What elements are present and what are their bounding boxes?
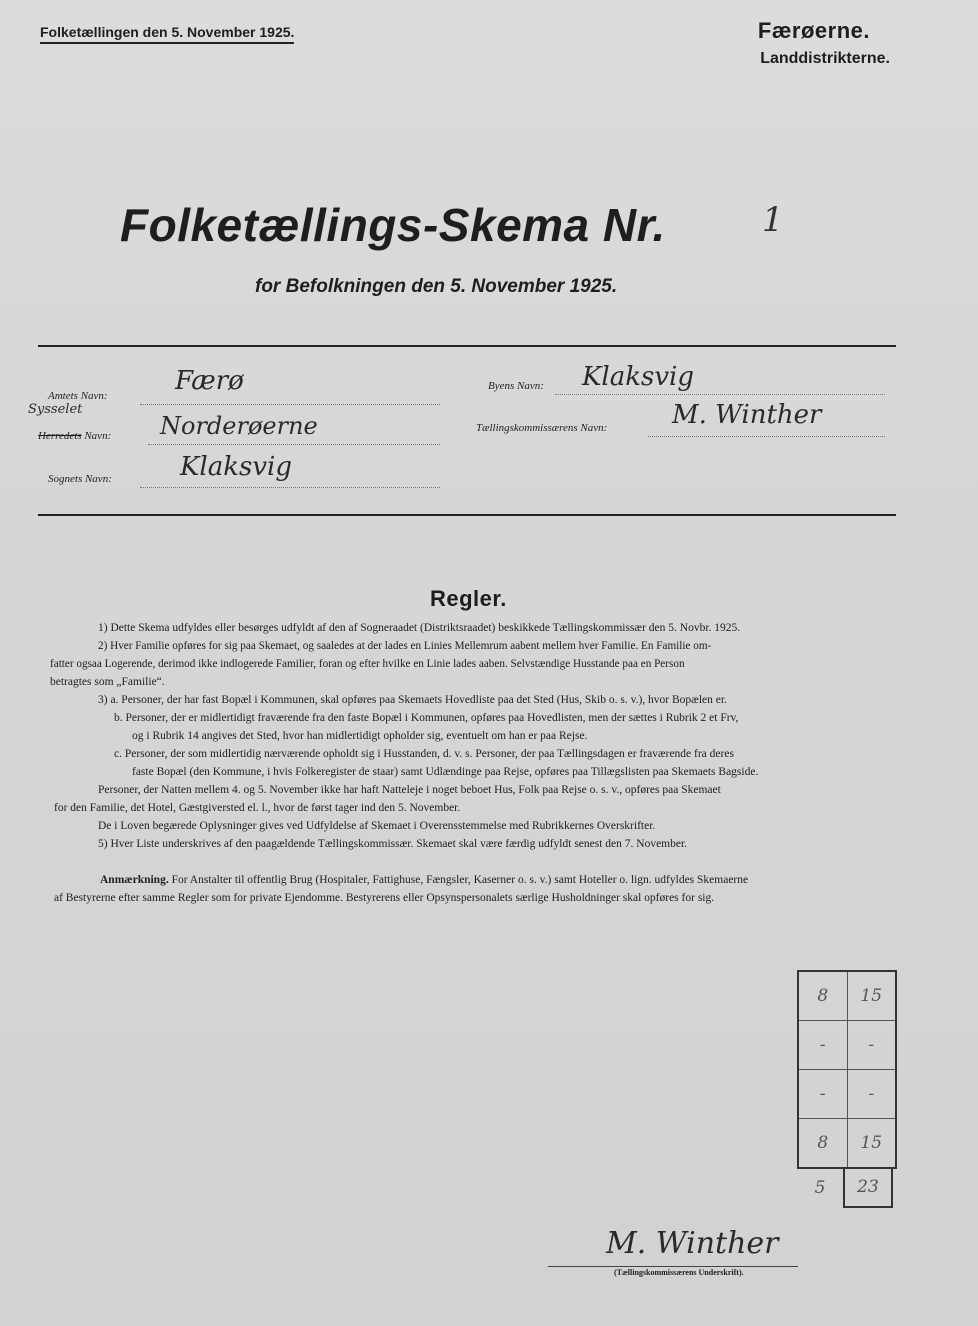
rule-line: 2) Hver Familie opføres for sig paa Skemaet, og saaledes at der lades en Linies Mellemrum aabent mellem hver Familie. En Familie om- — [98, 640, 712, 652]
tally-cell: - — [819, 1084, 826, 1104]
tally-row — [799, 1119, 895, 1167]
bottom-divider — [38, 514, 896, 516]
herred-label — [38, 430, 111, 442]
form-subtitle: for Befolkningen den 5. November 1925. — [255, 276, 618, 297]
tally-cell: - — [847, 1021, 896, 1069]
top-divider — [38, 345, 896, 347]
kommissaer-dots — [648, 436, 885, 437]
form-title: Folketællings-Skema Nr. — [120, 199, 666, 251]
rules-title: Regler. — [430, 586, 507, 611]
tally-total-cell: 23 — [843, 1168, 893, 1208]
signature-line — [548, 1266, 798, 1267]
rule-line: Personer, der Natten mellem 4. og 5. November ikke har haft Natteleje i noget beboet Hus, Folk paa Rejse o. s. v., opføres paa Skemaet — [98, 784, 721, 796]
rule-line: fatter ogsaa Logerende, derimod ikke indlogerede Familier, foran og efter hvilke en Linie lades aaben. Selvstændige Husstande paa en Person — [50, 658, 685, 670]
tally-row — [799, 1070, 895, 1119]
sogn-value: Klaksvig — [180, 452, 292, 482]
amt-label: Amtets Navn: — [48, 390, 108, 402]
by-dots — [555, 394, 885, 395]
tally-cell: 15 — [847, 972, 896, 1020]
signature-caption: (Tællingskommissærens Underskrift). — [614, 1268, 744, 1277]
note-line: af Bestyrerne efter samme Regler som for private Ejendomme. Bestyrerens eller Opsynspersonalets særlige Husholdninger skal opføres for sig. — [54, 892, 715, 904]
by-value: Klaksvig — [582, 362, 694, 392]
rule-line: De i Loven begærede Oplysninger gives ved Udfyldelse af Skemaet i Overensstemmelse med Rubrikkernes Overskrifter. — [98, 820, 656, 832]
tally-cell: 15 — [847, 1119, 896, 1167]
note-text: For Anstalter til offentlig Brug (Hospitaler, Fattighuse, Fængsler, Kaserner o. s. v.) samt Hoteller o. lign. udfyldes Skemaerne — [171, 874, 749, 886]
region-subtitle: Landdistrikterne. — [760, 50, 890, 67]
amt-value: Færø — [175, 366, 244, 396]
rule-line: og i Rubrik 14 angives det Sted, hvor han midlertidigt opholder sig, eventuelt om han er paa Rejse. — [132, 730, 588, 742]
rule-line: 3) a. Personer, der har fast Bopæl i Kommunen, skal opføres paa Skemaets Hovedliste paa det Sted (Hus, Skib o. s. v.), hvor Bopælen er. — [98, 694, 727, 706]
rule-line: b. Personer, der er midlertidigt fraværende fra den faste Bopæl i Kommunen, opføres paa Hovedlisten, men der sættes i Rubrik 2 et Frv, — [114, 712, 739, 724]
herred-value: Norderøerne — [160, 412, 318, 440]
herred-dots — [148, 444, 440, 445]
herred-margin-note: Sysselet — [28, 402, 83, 417]
sogn-label: Sognets Navn: — [48, 473, 112, 485]
census-date-label: Folketællingen den 5. November 1925. — [40, 24, 294, 44]
rule-line: for den Familie, det Hotel, Gæstgiversted el. l., hvor de først tager ind den 5. November. — [54, 802, 461, 814]
rule-line: 5) Hver Liste underskrives af den paagældende Tællingskommissær. Skemaet skal være færdig udfyldt senest den 7. November. — [98, 838, 688, 850]
tally-cell: - — [819, 1035, 826, 1055]
kommissaer-value: M. Winther — [672, 400, 822, 430]
tally-total-cell: 5 — [814, 1178, 826, 1198]
form-number-handwritten: 1 — [762, 200, 784, 240]
herred-struck-word: Herredets — [38, 430, 82, 442]
rule-line: betragtes som „Familie“. — [50, 676, 165, 688]
tally-cell: 8 — [817, 986, 829, 1006]
amt-dots — [140, 404, 440, 405]
tally-total-row — [797, 1168, 893, 1208]
note-line — [100, 874, 748, 886]
tally-box — [797, 970, 897, 1169]
herred-label-text: Navn: — [84, 430, 112, 442]
by-label: Byens Navn: — [488, 380, 544, 392]
rule-line: faste Bopæl (den Kommune, i hvis Folkeregister de staar) samt Udlændinge paa Rejse, opføres paa Tillægslisten paa Skemaets Bagside. — [132, 766, 759, 778]
note-label: Anmærkning. — [100, 874, 169, 886]
region-title: Færøerne. — [757, 18, 870, 43]
tally-row — [799, 1021, 895, 1070]
tally-cell: 8 — [817, 1133, 829, 1153]
tally-cell: - — [847, 1070, 896, 1118]
kommissaer-label: Tællingskommissærens Navn: — [476, 422, 608, 434]
rule-line: c. Personer, der som midlertidig nærværende opholdt sig i Husstanden, d. v. s. Personer, der paa Tællingsdagen er fraværende fra deres — [114, 748, 734, 760]
signature-handwritten: M. Winther — [606, 1226, 779, 1261]
rule-line: 1) Dette Skema udfyldes eller besørges udfyldt af den af Sogneraadet (Distriktsraadet) beskikkede Tællingskommissær den 5. Novbr. 1925. — [98, 622, 741, 634]
tally-row — [799, 972, 895, 1021]
sogn-dots — [140, 487, 440, 488]
